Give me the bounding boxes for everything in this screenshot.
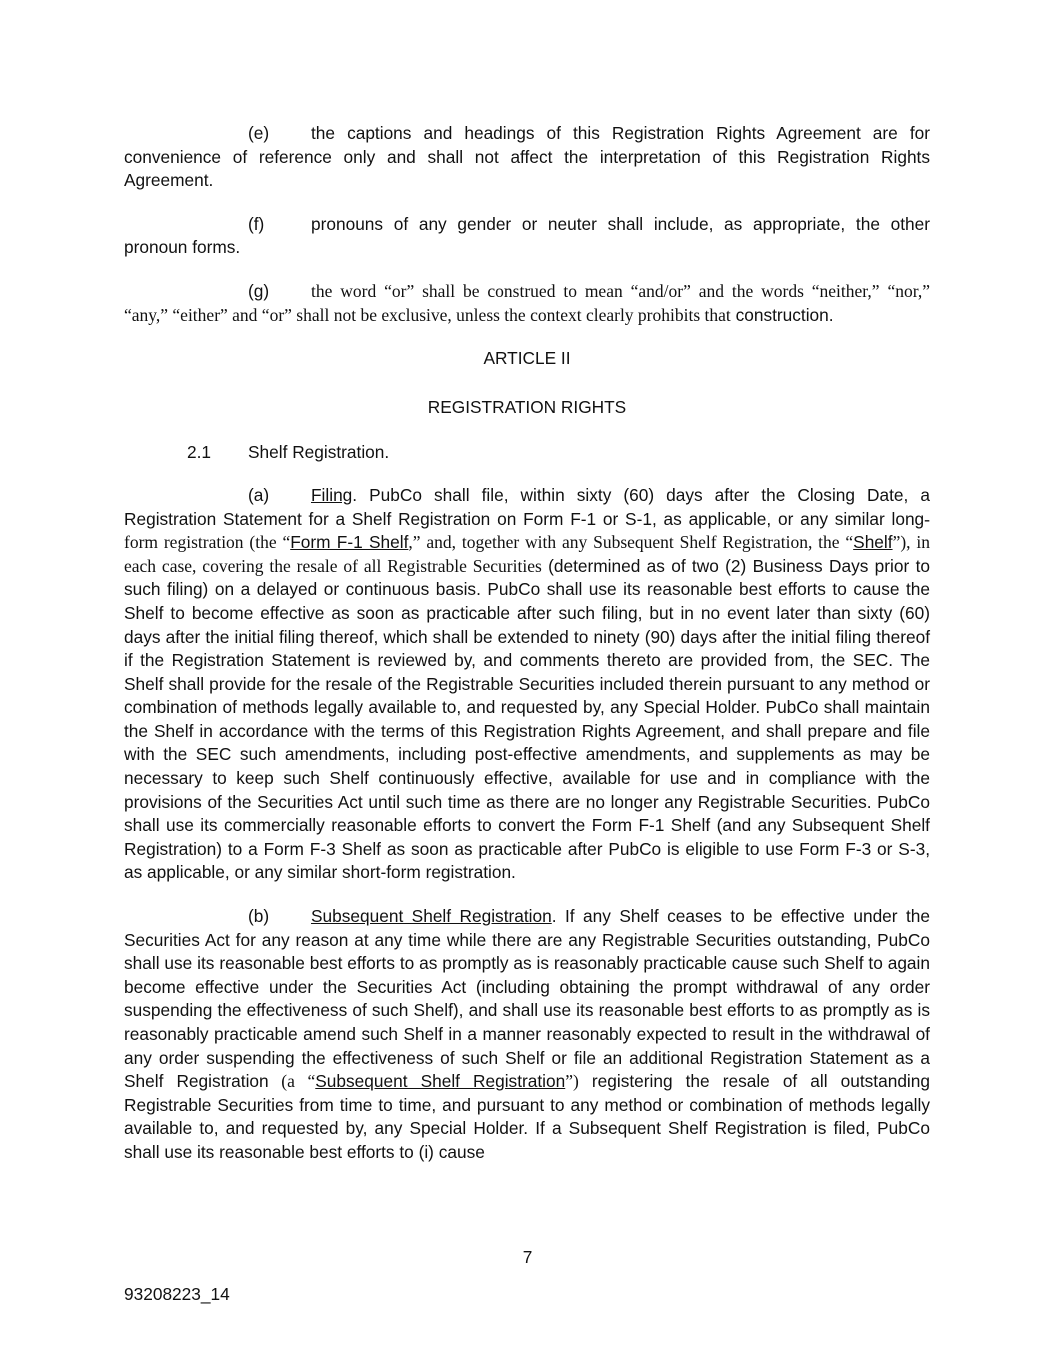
paragraph-text-serif: -form registration (the “ [124,508,930,553]
paragraph-b [124,905,930,1165]
paragraph-text-serif: ”), in each case, covering the resale of all Registrable Securities [124,532,930,576]
page-number: 7 [522,1247,533,1267]
paragraph-label: (f) [248,213,265,234]
paragraph-text-end: construction. [735,304,834,325]
article-number: ARTICLE II [483,348,571,369]
heading-punct: . [551,906,557,927]
paragraph-text-serif: ,” and, together with any Subsequent Shelf Registration, the “ [408,532,854,553]
paragraph-e [124,122,930,193]
paragraph-text: the captions and headings of this Registration Rights Agreement are for convenience of reference only and shall not affect the interpretation of this Registration Rights Agreement. [124,123,930,191]
paragraph-label: (b) [248,906,270,927]
section-heading [124,441,930,465]
article-title: REGISTRATION RIGHTS [427,396,627,417]
section-title: Shelf Registration. [248,442,390,463]
paragraph-text-serif: ”) [565,1071,579,1092]
paragraph-text: PubCo shall file, within sixty (60) days after the Closing Date, a Registration Statement for a Shelf Registration on Form F-1 or S-1, as applicable, or any similar long [124,484,930,529]
paragraph-text: If any Shelf ceases to be effective under the Securities Act for any reason at any time while there are any Registrable Securities outstanding, PubCo shall use its reasonable best efforts to as promptly as is reasonably practicable cause such Shelf to again become effective under the Securities Act (including obtaining the prompt withdrawal of any order suspending the effectiveness of such Shelf), and shall use its reasonable best efforts to as promptly as is reasonably practicable amend such Shelf in a manner reasonably expected to result in the withdrawal of any order suspending the effectiveness of such Shelf or file an additional Registration Statement as a Shelf Registration [124,906,931,1092]
paragraph-label: (g) [248,280,270,301]
paragraph-text: (determined as of two (2) Business Days prior to such filing) on a delayed or continuous basis. PubCo shall use its reasonable best efforts to cause the Shelf to become effective as soon as practicable after such filing, but in no event later than sixty (60) days after the initial filing thereof, which shall be extended to ninety (90) days after the initial filing thereof if the Registration Statement is reviewed by, and comments thereto are provided from, the SEC. The Shelf shall provide for the resale of the Registrable Securities included therein pursuant to any method or combination of methods legally available to, and requested by, any Special Holder. PubCo shall maintain the Shelf in accordance with the terms of this Registration Rights Agreement, and shall prepare and file with the SEC such amendments, including post-effective amendments, and supplements as may be necessary to keep such Shelf continuously effective, available for use and in compliance with the provisions of the Securities Act until such time as there are no longer any Registrable Securities. PubCo shall use its commercially reasonable efforts to convert the Form F-1 Shelf (and any Subsequent Shelf Registration) to a Form F-3 Shelf as soon as practicable after PubCo is eligible to use Form F-3 or S-3, as applicable, or any similar short-form registration. [124,555,930,883]
paragraph-text-serif: (a “ [268,1071,316,1092]
paragraph-label: (a) [248,484,270,505]
heading-punct: . [352,484,358,505]
paragraph-heading: Filing [311,484,353,505]
document-id: 93208223_14 [124,1284,230,1304]
defined-term-shelf: Shelf [853,532,893,553]
defined-term-subsequent-shelf-registration: Subsequent Shelf Registration [315,1071,566,1092]
paragraph-g [124,280,930,327]
paragraph-text: pronouns of any gender or neuter shall include, as appropriate, the other pronoun forms. [124,213,930,258]
paragraph-text: registering the resale of all outstanding Registrable Securities from time to time, and pursuant to any method or combination of methods legally available to, and requested by, any Special Holder. If a Subsequent Shelf Registration is filed, PubCo shall use its reasonable best efforts to (i) cause [124,1071,930,1162]
paragraph-heading: Subsequent Shelf Registration [311,906,552,927]
paragraph-label: (e) [248,123,270,143]
section-number: 2.1 [187,442,212,463]
paragraph-text: the word “or” shall be construed to mean “and/or” and the words “neither,” “nor,” “any,” “either” and “or” shall not be exclusive, unless the context clearly prohibits that [124,280,930,325]
document-body [124,122,930,1185]
paragraph-a [124,484,930,885]
defined-term-form-f1-shelf: Form F-1 Shelf [290,532,409,553]
paragraph-f [124,213,930,260]
